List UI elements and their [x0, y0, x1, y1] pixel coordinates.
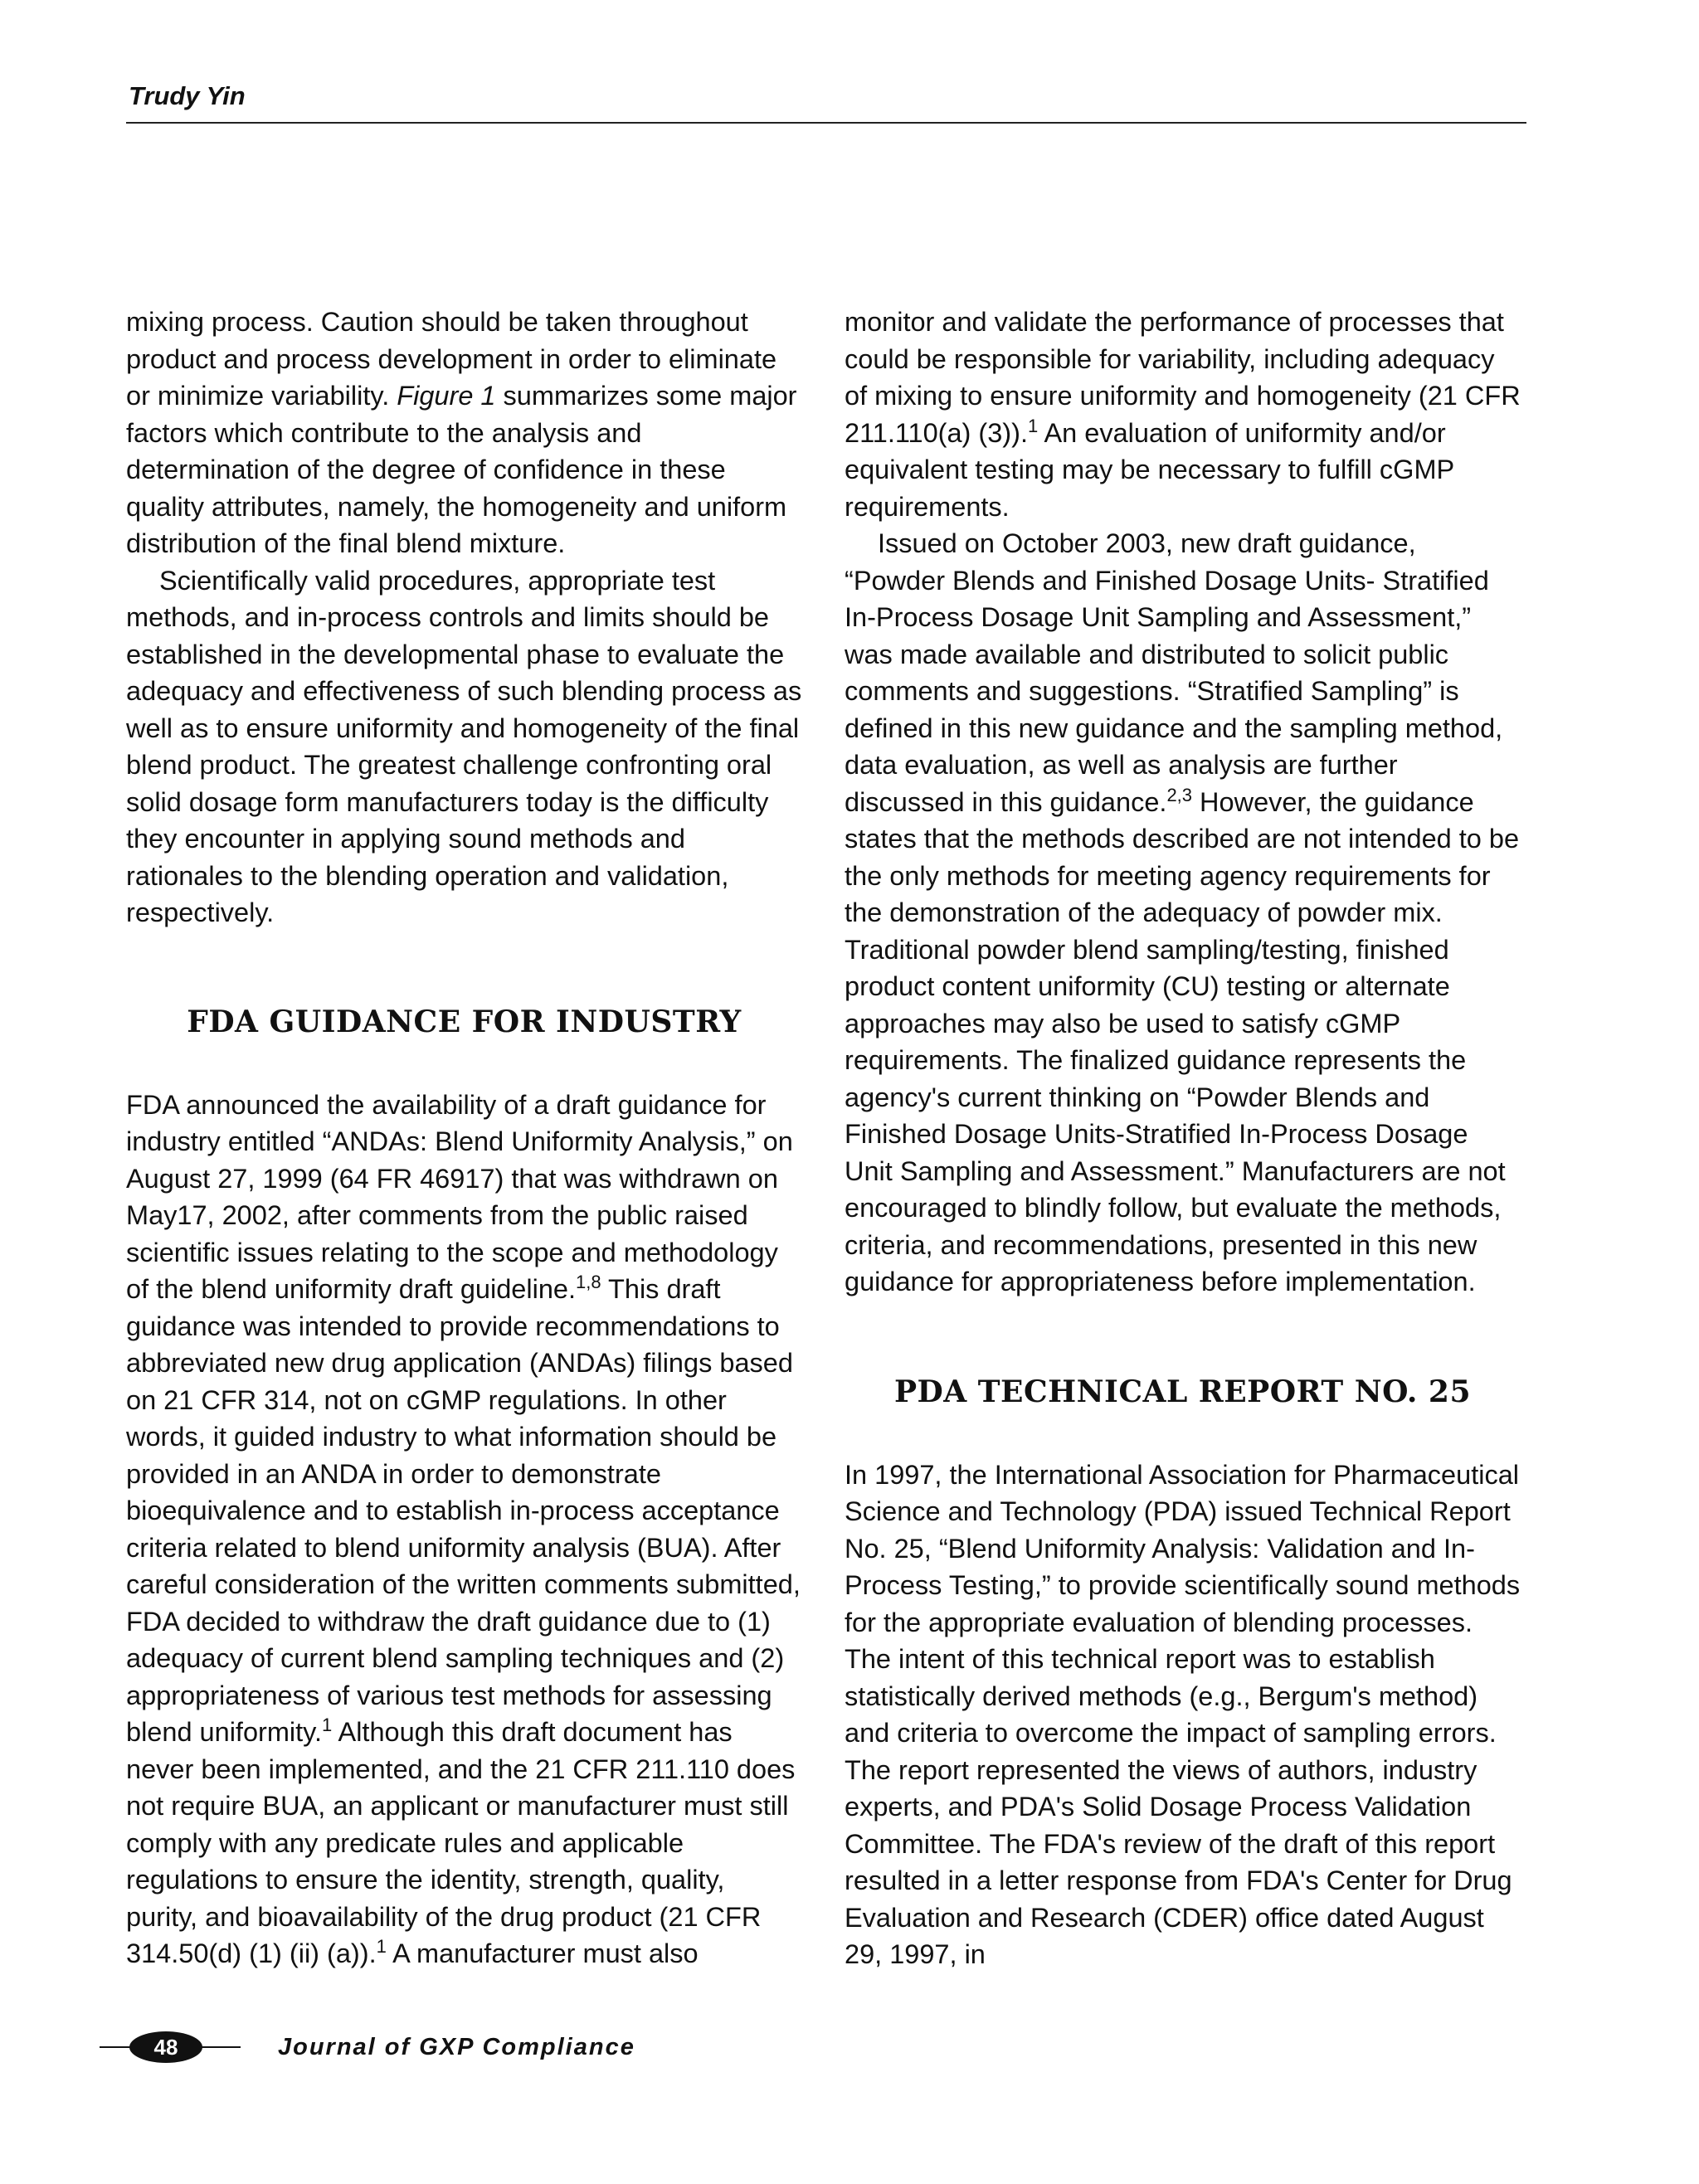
paragraph — [845, 304, 1521, 525]
paragraph — [845, 525, 1521, 1301]
section-heading-fda-guidance: FDA GUIDANCE FOR INDUSTRY — [187, 1004, 742, 1039]
paragraph-text: monitor and validate the performance of processes that could be responsible for variability, including adequacy of mixing to ensure uniformity and homogeneity (21 CFR 211.110(a) (3)). — [845, 307, 1521, 448]
paragraph-text: Issued on October 2003, new draft guidance, “Powder Blends and Finished Dosage Units- Stratified In-Process Dosage Unit Sampling and Assessment,” was made available and distributed to solicit public comments and suggestions. “Stratified Sampling” is defined in this new guidance and the sampling method, data evaluation, as well as analysis are further discussed in this guidance. — [845, 528, 1503, 817]
citation-superscript: 1 — [322, 1715, 333, 1735]
paragraph-text: A manufacturer must also — [386, 1938, 699, 1968]
paragraph-text: However, the guidance states that the methods described are not intended to be the only methods for meeting agency requirements for the demonstration of the adequacy of powder mix. Traditional powder blend sampling/testing, finished product content uniformity (CU) testing or alternate approaches may also be used to satisfy cGMP requirements. The finalized guidance represents the agency's current thinking on “Powder Blends and Finished Dosage Units-Stratified In-Process Dosage Unit Sampling and Assessment.” Manufacturers are not encouraged to blindly follow, but evaluate the methods, criteria, and recommendations, presented in this new guidance for appropriateness before implementation. — [845, 786, 1520, 1296]
journal-title: Journal of GXP Compliance — [278, 2034, 635, 2060]
paragraph-text: Although this draft document has never been implemented, and the 21 CFR 211.110 does not require BUA, an applicant or manufacturer must still comply with any predicate rules and applicable regulations to ensure the identity, strength, quality, purity, and bioavailability of the drug product (21 CFR 314.50(d) (1) (ii) (a)). — [126, 1717, 796, 1968]
figure-reference: Figure 1 — [397, 381, 496, 411]
paragraph-text: FDA announced the availability of a draft guidance for industry entitled “ANDAs: Blend Uniformity Analysis,” on August 27, 1999 (64 FR 46917) that was withdrawn on May17, 2002, after comments from the public raised scientific issues relating to the scope and methodology of the blend uniformity draft guideline. — [126, 1089, 793, 1304]
paragraph-text: This draft guidance was intended to provide recommendations to abbreviated new drug application (ANDAs) filings based on 21 CFR 314, not on cGMP regulations. In other words, it guided industry to what information should be provided in an ANDA in order to demonstrate bioequivalence and to establish in-process acceptance criteria related to blend uniformity analysis (BUA). After careful consideration of the written comments submitted, FDA decided to withdraw the draft guidance due to (1) adequacy of current blend sampling techniques and (2) appropriateness of various test methods for assessing blend uniformity. — [126, 1274, 801, 1747]
paragraph: Scientifically valid procedures, appropriate test methods, and in-process controls and limits should be established in the developmental phase to evaluate the adequacy and effectiveness of such blending process as well as to ensure uniformity and homogeneity of the final blend product. The greatest challenge confronting oral solid dosage form manufacturers today is the difficulty they encounter in applying sound methods and rationales to the blending operation and validation, respectively. — [126, 565, 802, 927]
paragraph — [126, 1087, 802, 1972]
paragraph-text: summarizes some major factors which contribute to the analysis and determination of the degree of confidence in these quality attributes, namely, the homogeneity and uniform distribution of the final blend mixture. — [126, 381, 797, 558]
citation-superscript: 1,8 — [576, 1272, 601, 1292]
citation-superscript: 1 — [1027, 415, 1039, 436]
header-rule — [126, 122, 1526, 124]
running-header-author: Trudy Yin — [129, 81, 246, 110]
section-heading-pda-report: PDA TECHNICAL REPORT NO. 25 — [893, 1374, 1472, 1409]
right-column — [845, 304, 1521, 1973]
paragraph — [126, 304, 802, 562]
citation-superscript: 1 — [376, 1936, 387, 1957]
citation-superscript: 2,3 — [1166, 784, 1193, 805]
paragraph-text: An evaluation of uniformity and/or equivalent testing may be necessary to fulfill cGMP requirements. — [845, 417, 1454, 522]
page-number-badge: 48 — [129, 2031, 202, 2063]
left-column — [126, 304, 802, 1972]
paragraph: In 1997, the International Association for Pharmaceutical Science and Technology (PDA) issued Technical Report No. 25, “Blend Uniformity Analysis: Validation and In-Process Testing,” to provide scientifically sound methods for the appropriate evaluation of blending processes. The intent of this technical report was to establish statistically derived methods (e.g., Bergum's method) and criteria to overcome the impact of sampling errors. The report represented the views of authors, industry experts, and PDA's Solid Dosage Process Validation Committee. The FDA's review of the draft of this report resulted in a letter response from FDA's Center for Drug Evaluation and Research (CDER) office dated August 29, 1997, in — [845, 1459, 1521, 1969]
paragraph-text: mixing process. Caution should be taken throughout product and process development in order to eliminate or minimize variability. — [126, 307, 777, 411]
